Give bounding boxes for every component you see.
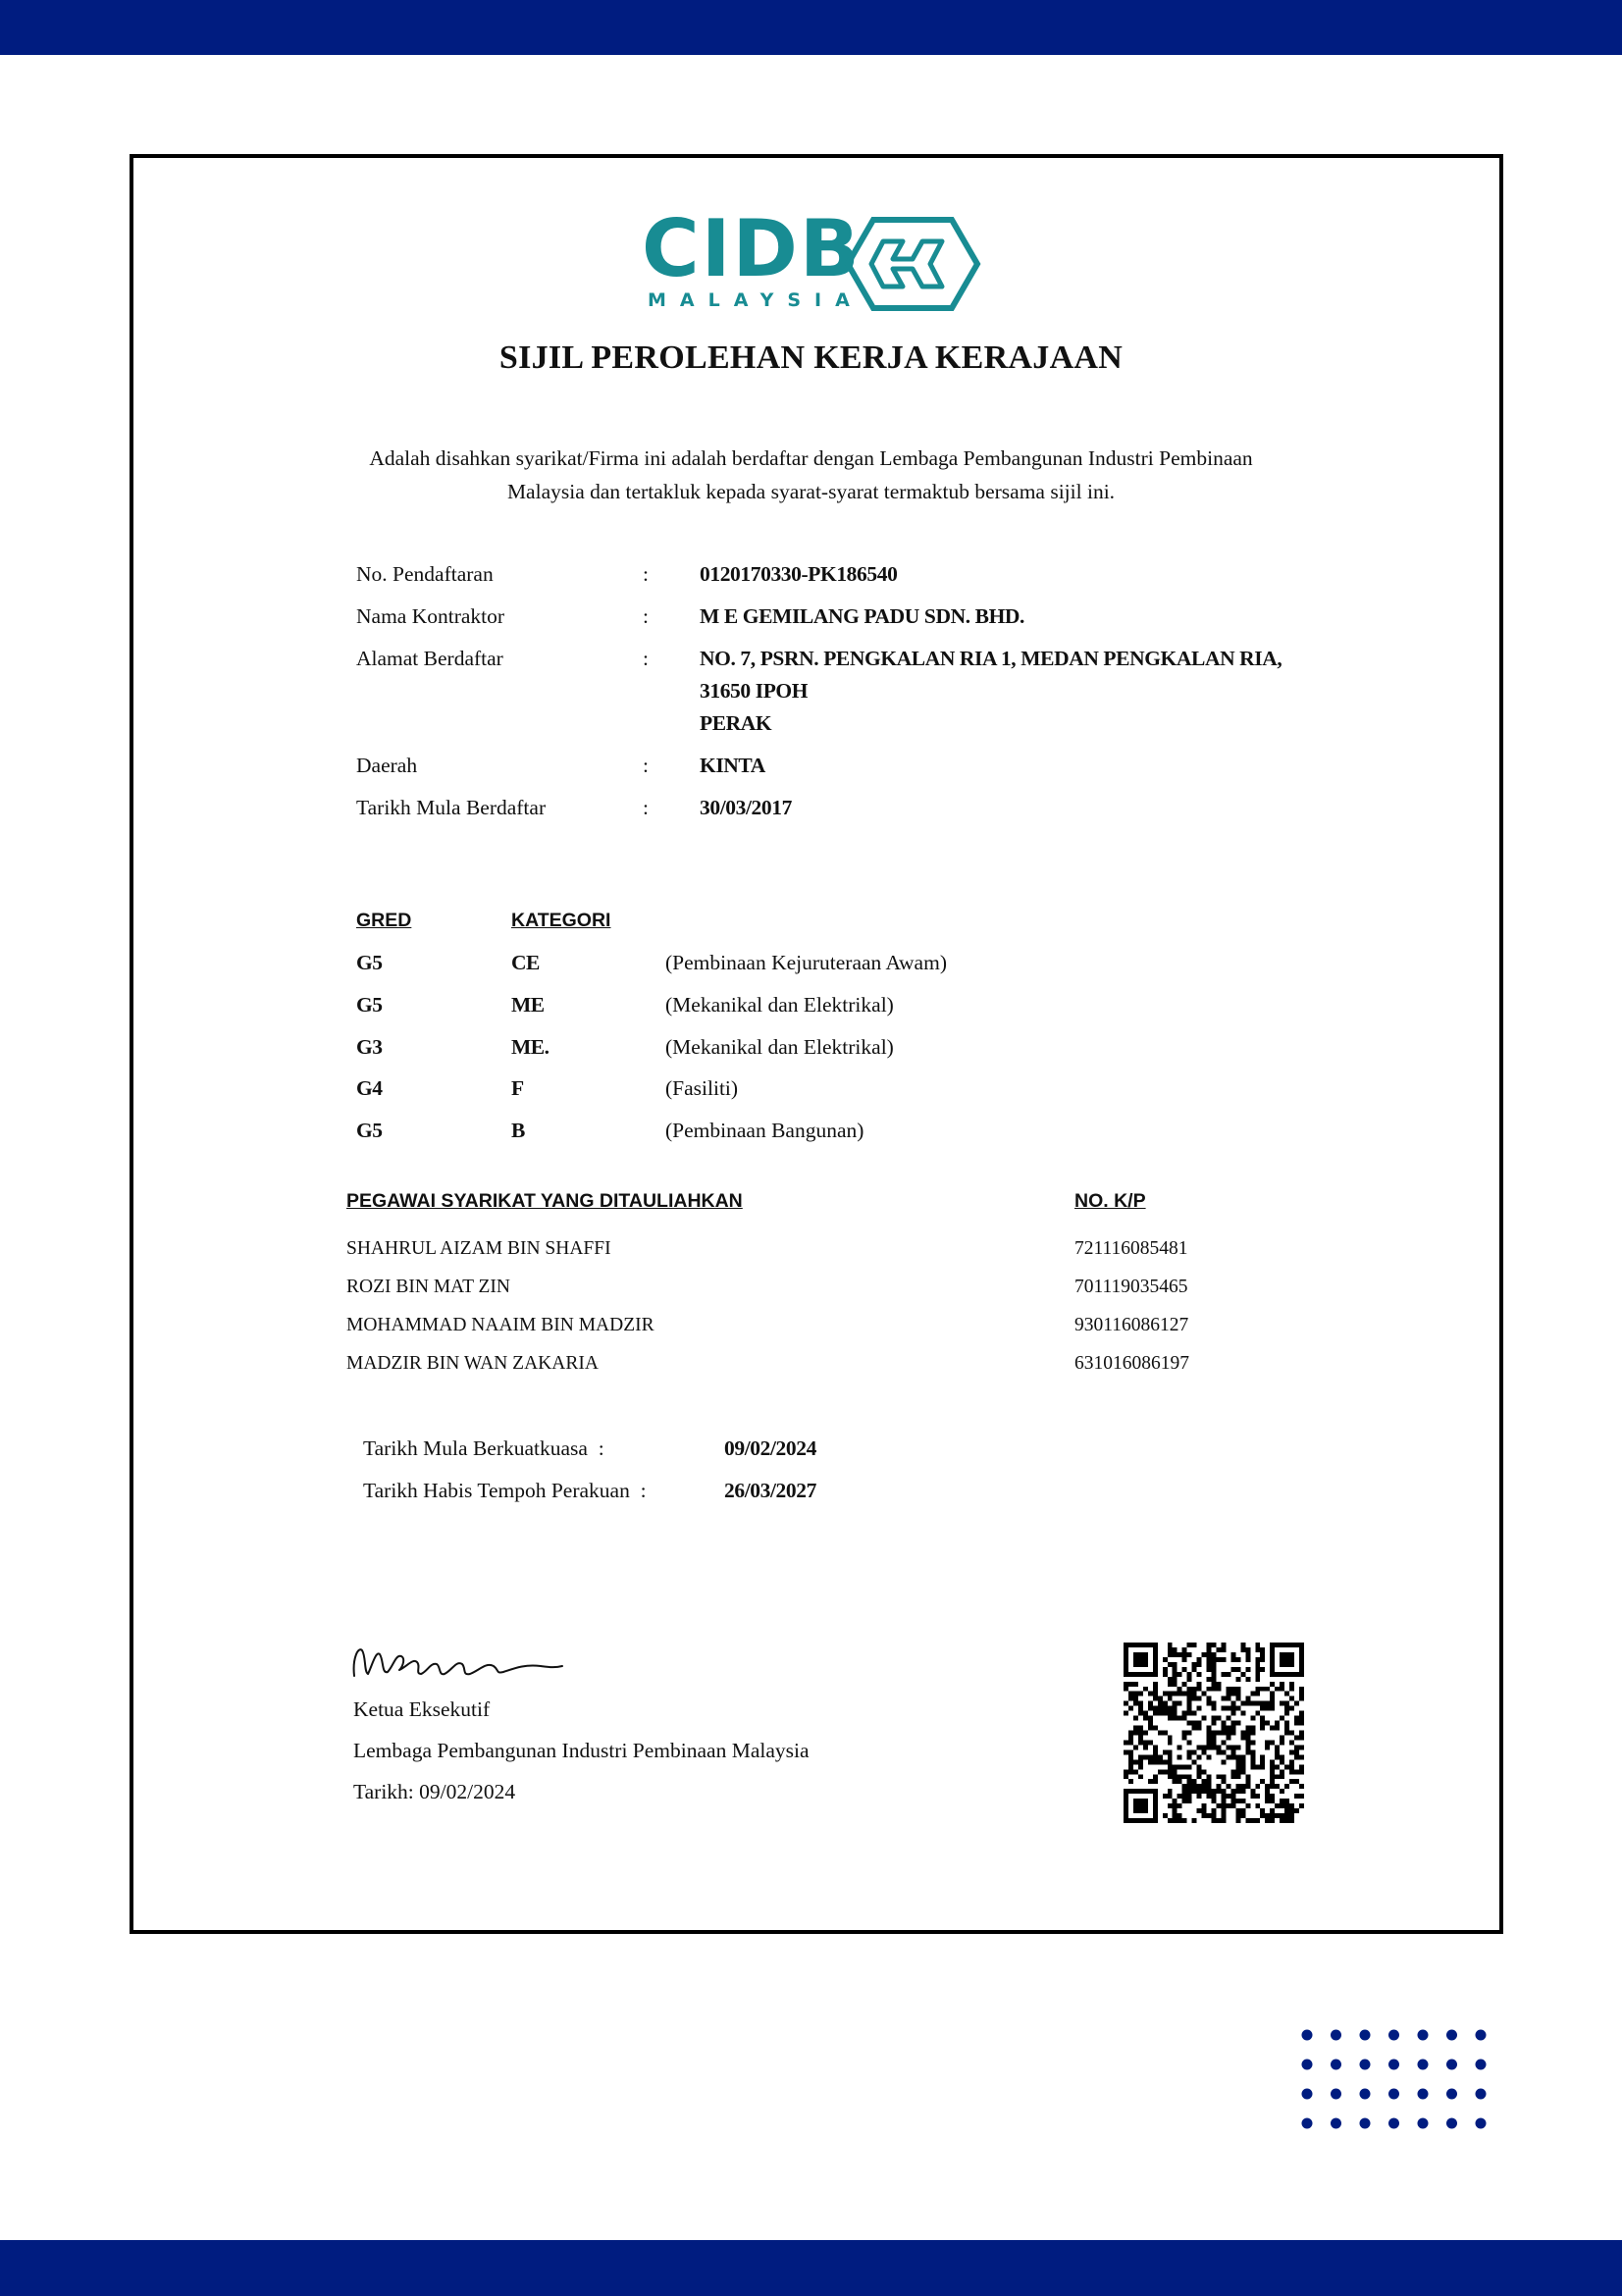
- grade-row-gred: G5: [356, 951, 383, 974]
- colon: :: [643, 647, 649, 670]
- value-daerah: KINTA: [700, 754, 765, 777]
- grade-row-gred: G4: [356, 1076, 383, 1100]
- qr-code-icon: [1124, 1643, 1304, 1823]
- colon: :: [643, 562, 649, 586]
- header-kategori: KATEGORI: [511, 910, 611, 931]
- value-tarikh-habis-tempoh: 26/03/2027: [724, 1479, 816, 1502]
- value-nama-kontraktor: M E GEMILANG PADU SDN. BHD.: [700, 604, 1025, 628]
- colon: :: [643, 604, 649, 628]
- signatory-title: Ketua Eksekutif: [353, 1697, 491, 1721]
- grade-row-kategori: B: [511, 1119, 525, 1142]
- value-tarikh-mula-berdaftar: 30/03/2017: [700, 796, 792, 819]
- header-no-kp: NO. K/P: [1074, 1190, 1146, 1212]
- officer-name: MOHAMMAD NAAIM BIN MADZIR: [346, 1315, 654, 1335]
- grade-row-kategori: CE: [511, 951, 540, 974]
- top-band: [0, 0, 1622, 55]
- logo-sub: MALAYSIA: [648, 289, 863, 311]
- decorative-dots: [1297, 2025, 1493, 2143]
- officer-id: 701119035465: [1074, 1277, 1188, 1297]
- label-tarikh-habis-tempoh: Tarikh Habis Tempoh Perakuan :: [363, 1479, 647, 1502]
- value-alamat-line-3: PERAK: [700, 711, 772, 735]
- officer-name: ROZI BIN MAT ZIN: [346, 1277, 511, 1297]
- grade-row-gred: G3: [356, 1035, 383, 1059]
- intro-line-2: Malaysia dan tertakluk kepada syarat-syarat termaktub bersama sijil ini.: [506, 480, 1116, 503]
- label-no-pendaftaran: No. Pendaftaran: [356, 562, 494, 586]
- intro-text: [294, 442, 1328, 508]
- grade-row-desc: (Mekanikal dan Elektrikal): [665, 1035, 894, 1059]
- label-daerah: Daerah: [356, 754, 418, 777]
- value-tarikh-mula-berkuatkuasa: 09/02/2024: [724, 1436, 816, 1460]
- signature-date: Tarikh: 09/02/2024: [353, 1780, 516, 1803]
- header-gred: GRED: [356, 910, 412, 931]
- label-alamat: Alamat Berdaftar: [356, 647, 503, 670]
- colon: :: [643, 796, 649, 819]
- grade-row-desc: (Fasiliti): [665, 1076, 739, 1100]
- grade-row-desc: (Pembinaan Bangunan): [665, 1119, 864, 1142]
- grade-row-kategori: ME.: [511, 1035, 549, 1059]
- signature-image: [348, 1637, 574, 1686]
- officer-name: MADZIR BIN WAN ZAKARIA: [346, 1353, 599, 1374]
- grade-row-desc: (Mekanikal dan Elektrikal): [665, 993, 894, 1017]
- cidb-mark-icon: [844, 216, 981, 312]
- label-tarikh-mula-berdaftar: Tarikh Mula Berdaftar: [356, 796, 547, 819]
- certificate-title: SIJIL PEROLEHAN KERJA KERAJAAN: [498, 339, 1124, 376]
- intro-line-1: Adalah disahkan syarikat/Firma ini adalah berdaftar dengan Lembaga Pembangunan Industri Pembinaan: [369, 446, 1253, 470]
- value-no-pendaftaran: 0120170330-PK186540: [700, 562, 898, 586]
- officer-id: 631016086197: [1074, 1353, 1189, 1374]
- colon: :: [643, 754, 649, 777]
- cidb-logo: [642, 203, 980, 314]
- signatory-org: Lembaga Pembangunan Industri Pembinaan Malaysia: [353, 1739, 810, 1762]
- officer-id: 930116086127: [1074, 1315, 1189, 1335]
- grade-row-kategori: F: [511, 1076, 524, 1100]
- value-alamat-line-2: 31650 IPOH: [700, 679, 809, 703]
- label-nama-kontraktor: Nama Kontraktor: [356, 604, 505, 628]
- grade-row-desc: (Pembinaan Kejuruteraan Awam): [665, 951, 947, 974]
- value-alamat-line-1: NO. 7, PSRN. PENGKALAN RIA 1, MEDAN PENGKALAN RIA,: [700, 647, 1282, 670]
- header-pegawai: PEGAWAI SYARIKAT YANG DITAULIAHKAN: [346, 1190, 743, 1212]
- grade-row-gred: G5: [356, 1119, 383, 1142]
- officer-name: SHAHRUL AIZAM BIN SHAFFI: [346, 1238, 611, 1259]
- label-tarikh-mula-berkuatkuasa: Tarikh Mula Berkuatkuasa :: [363, 1436, 604, 1460]
- grade-row-gred: G5: [356, 993, 383, 1017]
- bottom-band: [0, 2240, 1622, 2296]
- officer-id: 721116085481: [1074, 1238, 1188, 1259]
- logo-name: CIDB: [642, 203, 862, 294]
- grade-row-kategori: ME: [511, 993, 545, 1017]
